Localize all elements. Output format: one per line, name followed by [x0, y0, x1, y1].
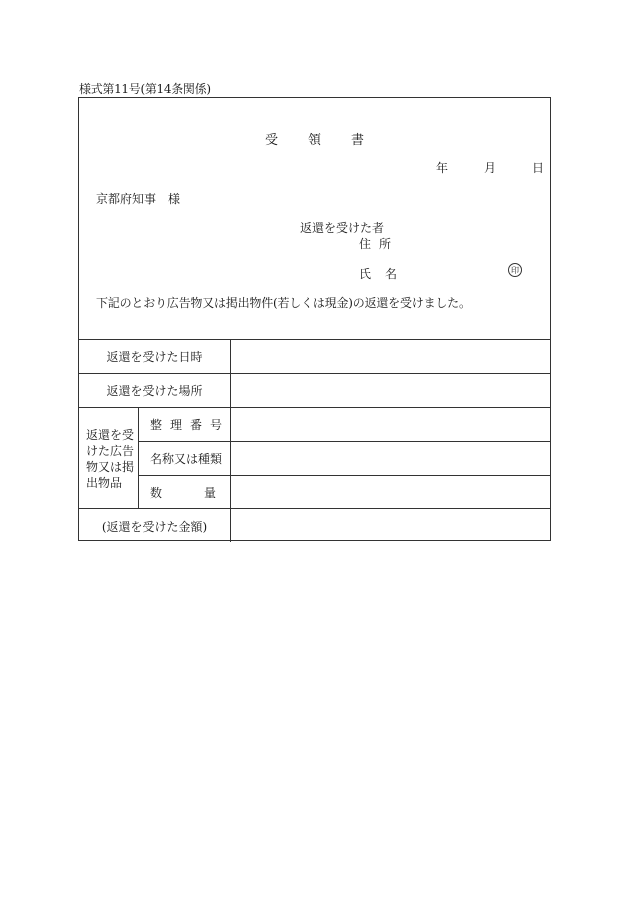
table-column-divider [138, 407, 139, 508]
address-label: 住所 [359, 237, 400, 251]
return-datetime-label: 返還を受けた日時 [106, 350, 203, 364]
name-label: 氏名 [359, 267, 412, 281]
return-place-label: 返還を受けた場所 [106, 384, 203, 398]
reference-number-label: 整理番号 [150, 418, 231, 432]
statement-text: 下記のとおり広告物又は掲出物件(若しくは現金)の返還を受けました。 [96, 296, 471, 310]
receipt-form [78, 97, 551, 541]
table-divider [138, 475, 550, 476]
table-divider [79, 508, 550, 509]
seal-mark: 印 [508, 263, 522, 277]
form-title: 受領書 [264, 133, 394, 148]
quantity-label-part: 数 [150, 486, 163, 500]
date-month-label: 月 [483, 161, 496, 175]
date-day-label: 日 [531, 161, 544, 175]
table-column-divider [230, 339, 231, 542]
addressee: 京都府知事 様 [96, 192, 181, 206]
quantity-label-part: 量 [204, 486, 217, 500]
details-table [79, 98, 550, 540]
table-divider [138, 441, 550, 442]
returned-amount-label: (返還を受けた金額) [101, 520, 208, 534]
name-or-type-label: 名称又は種類 [150, 452, 223, 466]
quantity-label [150, 484, 216, 501]
returner-heading: 返還を受けた者 [300, 221, 385, 235]
table-divider [79, 373, 550, 374]
date-year-label: 年 [435, 161, 448, 175]
form-number: 様式第11号(第14条関係) [79, 82, 211, 96]
table-divider-top [79, 339, 550, 340]
table-divider [79, 407, 550, 408]
returned-items-group-label: 返還を受けた広告物又は掲出物品 [86, 428, 135, 490]
